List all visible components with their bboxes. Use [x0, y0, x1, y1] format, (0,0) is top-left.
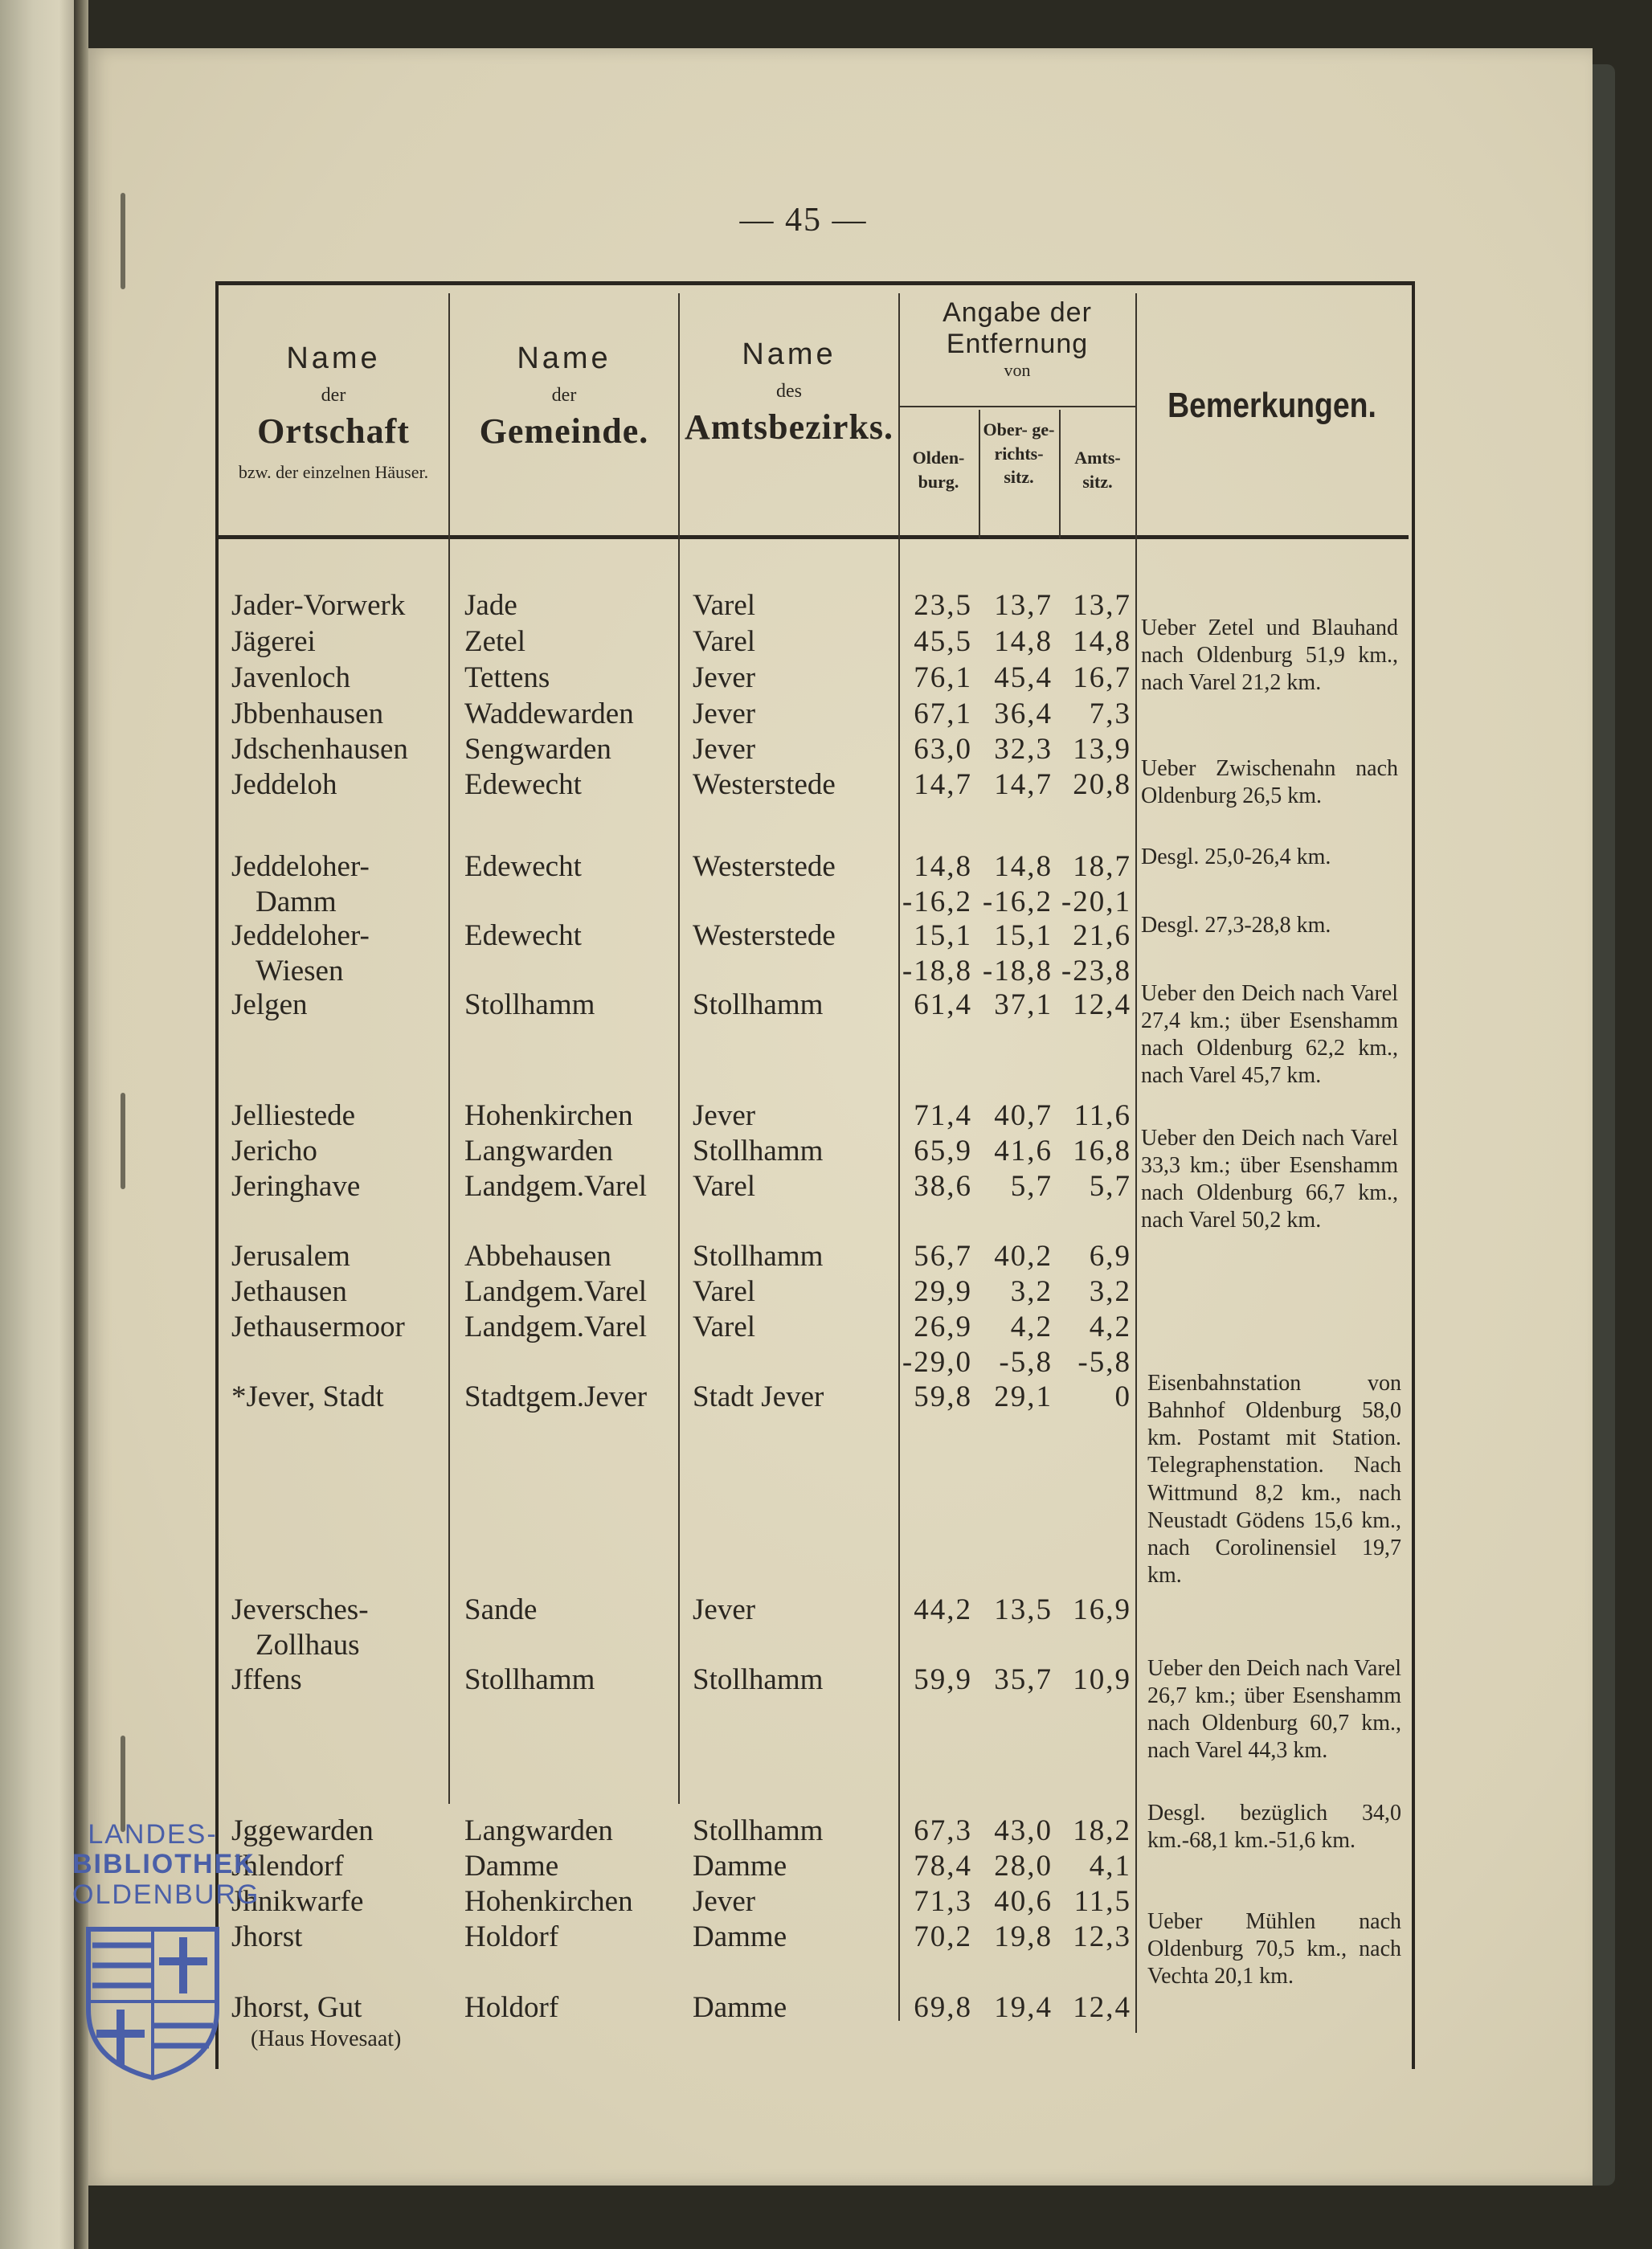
cell-ortschaft: Jeddeloher- — [231, 919, 370, 952]
cell-ortschaft: Jethausen — [231, 1275, 347, 1308]
cell-gemeinde: Holdorf — [464, 1991, 559, 2024]
cell-dist-amtssitz: 18,7 — [1073, 850, 1131, 883]
remark: Ueber Mühlen nach Oldenburg 70,5 km., nach Vechta 20,1 km. — [1147, 1909, 1401, 1989]
cell-dist-amtssitz: 4,2 — [1089, 1311, 1131, 1343]
header-amtssitz: Amts- sitz. — [1074, 448, 1121, 492]
cell-dist-obergericht: 35,7 — [994, 1663, 1053, 1696]
cell-dist-obergericht: 45,4 — [994, 661, 1053, 694]
cell-ortschaft: Jhnikwarfe — [231, 1885, 364, 1918]
cell-dist-obergericht-continued: -5,8 — [999, 1346, 1053, 1379]
cell-ortschaft: *Jever, Stadt — [231, 1380, 384, 1413]
cell-dist-amtssitz: 7,3 — [1089, 697, 1131, 730]
cell-ortschaft: Javenloch — [231, 661, 350, 694]
cell-ortschaft: Jader-Vorwerk — [231, 589, 406, 622]
remark: Ueber Zwischenahn nach Oldenburg 26,5 km. — [1141, 756, 1398, 809]
cell-ortschaft: Jeringhave — [231, 1170, 361, 1203]
cell-dist-oldenburg: 71,3 — [914, 1885, 972, 1918]
cell-dist-obergericht: 13,5 — [994, 1593, 1053, 1626]
cell-dist-oldenburg: 65,9 — [914, 1135, 972, 1167]
cell-amtsbezirk: Stollhamm — [693, 988, 824, 1021]
cell-dist-oldenburg: 63,0 — [914, 733, 972, 766]
cell-amtsbezirk: Stollhamm — [693, 1135, 824, 1167]
cell-dist-obergericht: 29,1 — [994, 1380, 1053, 1413]
header-col-entfernung: Angabe der Entfernung von — [943, 297, 1092, 381]
cell-dist-oldenburg: 59,8 — [914, 1380, 972, 1413]
cell-dist-amtssitz: 16,9 — [1073, 1593, 1131, 1626]
cell-dist-amtssitz: 12,4 — [1073, 988, 1131, 1021]
cell-amtsbezirk: Stollhamm — [693, 1663, 824, 1696]
cell-ortschaft: Jelgen — [231, 988, 308, 1021]
remark: Ueber den Deich nach Varel 33,3 km.; über Esenshamm nach Oldenburg 66,7 km., nach Varel 50,2 km. — [1141, 1126, 1398, 1233]
cell-dist-oldenburg: 67,3 — [914, 1814, 972, 1847]
cell-amtsbezirk: Stollhamm — [693, 1240, 824, 1273]
cell-dist-obergericht: 36,4 — [994, 697, 1053, 730]
cell-dist-oldenburg: 78,4 — [914, 1850, 972, 1883]
cell-dist-amtssitz: 18,2 — [1073, 1814, 1131, 1847]
cell-dist-oldenburg: 45,5 — [914, 625, 972, 658]
cell-amtsbezirk: Varel — [693, 589, 756, 622]
cell-dist-amtssitz: 11,5 — [1073, 1885, 1131, 1918]
cell-ortschaft: Jffens — [231, 1663, 302, 1696]
cell-gemeinde: Stollhamm — [464, 1663, 595, 1696]
cell-dist-amtssitz: 11,6 — [1073, 1099, 1131, 1132]
cell-amtsbezirk: Varel — [693, 625, 756, 658]
cell-amtsbezirk: Jever — [693, 697, 756, 730]
remark: Eisenbahnstation von Bahnhof Oldenburg 58,0 km. Postamt mit Station. Telegraphenstation. Nach Wittmund 8,2 km., nach Neustadt Gödens 15,6 km., nach Corolinensiel 19,7 km. — [1147, 1371, 1401, 1589]
cell-dist-oldenburg: 14,7 — [914, 768, 972, 801]
cell-dist-amtssitz: 13,9 — [1073, 733, 1131, 766]
binding-stitch — [121, 193, 125, 289]
cell-dist-obergericht: 28,0 — [994, 1850, 1053, 1883]
remark: Desgl. bezüglich 34,0 km.-68,1 km.-51,6 km. — [1147, 1801, 1401, 1854]
header-oldenburg: Olden- burg. — [912, 448, 965, 492]
cell-dist-oldenburg: 26,9 — [914, 1311, 972, 1343]
remark: Ueber den Deich nach Varel 26,7 km.; über Esenshamm nach Oldenburg 60,7 km., nach Varel 44,3 km. — [1147, 1656, 1401, 1764]
cell-dist-obergericht: 5,7 — [1010, 1170, 1053, 1203]
cell-ortschaft: Jhorst — [231, 1920, 303, 1953]
cell-gemeinde: Edewecht — [464, 768, 582, 801]
cell-dist-amtssitz: 12,4 — [1073, 1991, 1131, 2024]
cell-dist-oldenburg: 56,7 — [914, 1240, 972, 1273]
cell-amtsbezirk: Westerstede — [693, 850, 836, 883]
cell-ortschaft: Jhlendorf — [231, 1850, 344, 1883]
cell-dist-amtssitz: 14,8 — [1073, 625, 1131, 658]
header-bemerkungen: Bemerkungen. — [1167, 386, 1376, 425]
cell-gemeinde: Sande — [464, 1593, 538, 1626]
cell-dist-amtssitz: 3,2 — [1089, 1275, 1131, 1308]
cell-dist-oldenburg: 44,2 — [914, 1593, 972, 1626]
cell-dist-amtssitz: 16,8 — [1073, 1135, 1131, 1167]
cell-dist-amtssitz: 21,6 — [1073, 919, 1131, 952]
cell-dist-oldenburg: 61,4 — [914, 988, 972, 1021]
remark: Desgl. 25,0-26,4 km. — [1141, 844, 1331, 869]
cell-amtsbezirk: Damme — [693, 1920, 787, 1953]
cell-dist-obergericht: 40,2 — [994, 1240, 1053, 1273]
cell-gemeinde: Hohenkirchen — [464, 1885, 633, 1918]
cell-dist-amtssitz: 16,7 — [1073, 661, 1131, 694]
cell-ortschaft: Jethausermoor — [231, 1311, 405, 1343]
cell-gemeinde: Edewecht — [464, 919, 582, 952]
cell-dist-oldenburg-continued: -29,0 — [902, 1346, 972, 1379]
cell-dist-oldenburg: 38,6 — [914, 1170, 972, 1203]
cell-dist-obergericht: 19,4 — [994, 1991, 1053, 2024]
cell-gemeinde: Tettens — [464, 661, 550, 694]
column-divider — [1135, 293, 1137, 2033]
cell-ortschaft: Jägerei — [231, 625, 316, 658]
cell-dist-obergericht: 14,8 — [994, 850, 1053, 883]
cell-ortschaft: Jdschenhausen — [231, 733, 408, 766]
header-divider — [215, 535, 1409, 539]
cell-dist-obergericht: 32,3 — [994, 733, 1053, 766]
coat-of-arms-icon — [80, 1921, 225, 2082]
cell-dist-amtssitz: 6,9 — [1089, 1240, 1131, 1273]
header-col-gemeinde: Name der Gemeinde. — [479, 341, 649, 452]
header-obergericht: Ober- ge- richts- sitz. — [983, 419, 1055, 488]
cell-ortschaft: Jerusalem — [231, 1240, 350, 1273]
cell-dist-amtssitz-continued: -23,8 — [1061, 955, 1131, 988]
cell-amtsbezirk: Jever — [693, 1593, 756, 1626]
header-col-amtsbezirk: Name des Amtsbezirks. — [684, 337, 894, 448]
cell-dist-oldenburg: 29,9 — [914, 1275, 972, 1308]
cell-dist-obergericht-continued: -16,2 — [982, 885, 1053, 918]
cell-dist-obergericht: 43,0 — [994, 1814, 1053, 1847]
cell-dist-amtssitz: 20,8 — [1073, 768, 1131, 801]
subheader-rule — [898, 406, 1135, 407]
cell-amtsbezirk: Jever — [693, 661, 756, 694]
cell-dist-oldenburg: 14,8 — [914, 850, 972, 883]
cell-dist-obergericht: 41,6 — [994, 1135, 1053, 1167]
cell-amtsbezirk: Westerstede — [693, 919, 836, 952]
cell-dist-oldenburg: 67,1 — [914, 697, 972, 730]
cell-gemeinde: Jade — [464, 589, 517, 622]
cell-dist-oldenburg: 23,5 — [914, 589, 972, 622]
cell-dist-obergericht: 37,1 — [994, 988, 1053, 1021]
cell-dist-amtssitz: 4,1 — [1089, 1850, 1131, 1883]
cell-amtsbezirk: Jever — [693, 1099, 756, 1132]
cell-ortschaft-continued: Damm — [256, 885, 337, 918]
binding-stitch — [121, 1736, 125, 1832]
cell-dist-amtssitz: 5,7 — [1089, 1170, 1131, 1203]
cell-dist-amtssitz: 10,9 — [1073, 1663, 1131, 1696]
library-stamp: LANDES- BIBLIOTHEK OLDENBURG — [72, 1820, 233, 2085]
cell-ortschaft: Jggewarden — [231, 1814, 374, 1847]
remark: Ueber Zetel und Blauhand nach Oldenburg 51,9 km., nach Varel 21,2 km. — [1141, 615, 1398, 696]
cell-amtsbezirk: Westerstede — [693, 768, 836, 801]
cell-dist-obergericht: 40,6 — [994, 1885, 1053, 1918]
cell-gemeinde: Landgem.Varel — [464, 1170, 648, 1203]
cell-amtsbezirk: Damme — [693, 1850, 787, 1883]
cell-ortschaft: Jericho — [231, 1135, 317, 1167]
cell-gemeinde: Waddewarden — [464, 697, 634, 730]
cell-dist-amtssitz-continued: -5,8 — [1077, 1346, 1131, 1379]
cell-dist-obergericht: 14,7 — [994, 768, 1053, 801]
cell-gemeinde: Edewecht — [464, 850, 582, 883]
cell-gemeinde: Sengwarden — [464, 733, 611, 766]
cell-dist-oldenburg: 71,4 — [914, 1099, 972, 1132]
cell-dist-amtssitz: 13,7 — [1073, 589, 1131, 622]
cell-dist-oldenburg: 15,1 — [914, 919, 972, 952]
cell-amtsbezirk: Jever — [693, 1885, 756, 1918]
cell-dist-oldenburg: 59,9 — [914, 1663, 972, 1696]
cell-dist-obergericht: 14,8 — [994, 625, 1053, 658]
cell-dist-obergericht-continued: -18,8 — [982, 955, 1053, 988]
cell-gemeinde: Hohenkirchen — [464, 1099, 633, 1132]
cell-ortschaft: Jeversches- — [231, 1593, 369, 1626]
cell-gemeinde: Zetel — [464, 625, 526, 658]
column-divider — [678, 293, 680, 1804]
cell-dist-oldenburg: 76,1 — [914, 661, 972, 694]
cell-amtsbezirk: Varel — [693, 1170, 756, 1203]
remark: Ueber den Deich nach Varel 27,4 km.; über Esenshamm nach Oldenburg 62,2 km., nach Varel 45,7 km. — [1141, 981, 1398, 1089]
cell-dist-obergericht: 19,8 — [994, 1920, 1053, 1953]
cell-gemeinde: Langwarden — [464, 1135, 613, 1167]
cell-dist-amtssitz: 12,3 — [1073, 1920, 1131, 1953]
cell-gemeinde: Landgem.Varel — [464, 1275, 648, 1308]
cell-ortschaft: Jeddeloher- — [231, 850, 370, 883]
cell-gemeinde: Stadtgem.Jever — [464, 1380, 648, 1413]
cell-dist-oldenburg: 70,2 — [914, 1920, 972, 1953]
cell-ortschaft: Jbbenhausen — [231, 697, 384, 730]
binding-stitch — [121, 1093, 125, 1189]
cell-ortschaft-continued: (Haus Hovesaat) — [251, 2026, 402, 2051]
cell-dist-obergericht: 3,2 — [1010, 1275, 1053, 1308]
cell-dist-oldenburg-continued: -18,8 — [902, 955, 972, 988]
page-number: — 45 — — [739, 202, 868, 239]
cell-gemeinde: Langwarden — [464, 1814, 613, 1847]
cell-gemeinde: Stollhamm — [464, 988, 595, 1021]
header-col-ortschaft: Name der Ortschaft bzw. der einzelnen Häuser. — [238, 341, 429, 482]
cell-amtsbezirk: Varel — [693, 1275, 756, 1308]
cell-amtsbezirk: Stollhamm — [693, 1814, 824, 1847]
cell-ortschaft: Jhorst, Gut — [231, 1991, 362, 2024]
cell-dist-oldenburg: 69,8 — [914, 1991, 972, 2024]
cell-amtsbezirk: Stadt Jever — [693, 1380, 824, 1413]
cell-gemeinde: Landgem.Varel — [464, 1311, 648, 1343]
cell-dist-amtssitz-continued: -20,1 — [1061, 885, 1131, 918]
cell-amtsbezirk: Varel — [693, 1311, 756, 1343]
cell-amtsbezirk: Jever — [693, 733, 756, 766]
cell-gemeinde: Abbehausen — [464, 1240, 611, 1273]
remark: Desgl. 27,3-28,8 km. — [1141, 913, 1331, 938]
cell-dist-obergericht: 13,7 — [994, 589, 1053, 622]
column-divider — [448, 293, 450, 1804]
cell-amtsbezirk: Damme — [693, 1991, 787, 2024]
cell-ortschaft: Jeddeloh — [231, 768, 337, 801]
cell-dist-obergericht: 15,1 — [994, 919, 1053, 952]
cell-dist-obergericht: 4,2 — [1010, 1311, 1053, 1343]
cell-ortschaft: Jelliestede — [231, 1099, 356, 1132]
cell-ortschaft-continued: Zollhaus — [256, 1629, 360, 1662]
cell-ortschaft-continued: Wiesen — [256, 955, 344, 988]
cell-gemeinde: Holdorf — [464, 1920, 559, 1953]
cell-dist-amtssitz: 0 — [1114, 1380, 1131, 1413]
left-page-edge — [0, 0, 74, 2249]
cell-gemeinde: Damme — [464, 1850, 559, 1883]
cell-dist-obergericht: 40,7 — [994, 1099, 1053, 1132]
cell-dist-oldenburg-continued: -16,2 — [902, 885, 972, 918]
